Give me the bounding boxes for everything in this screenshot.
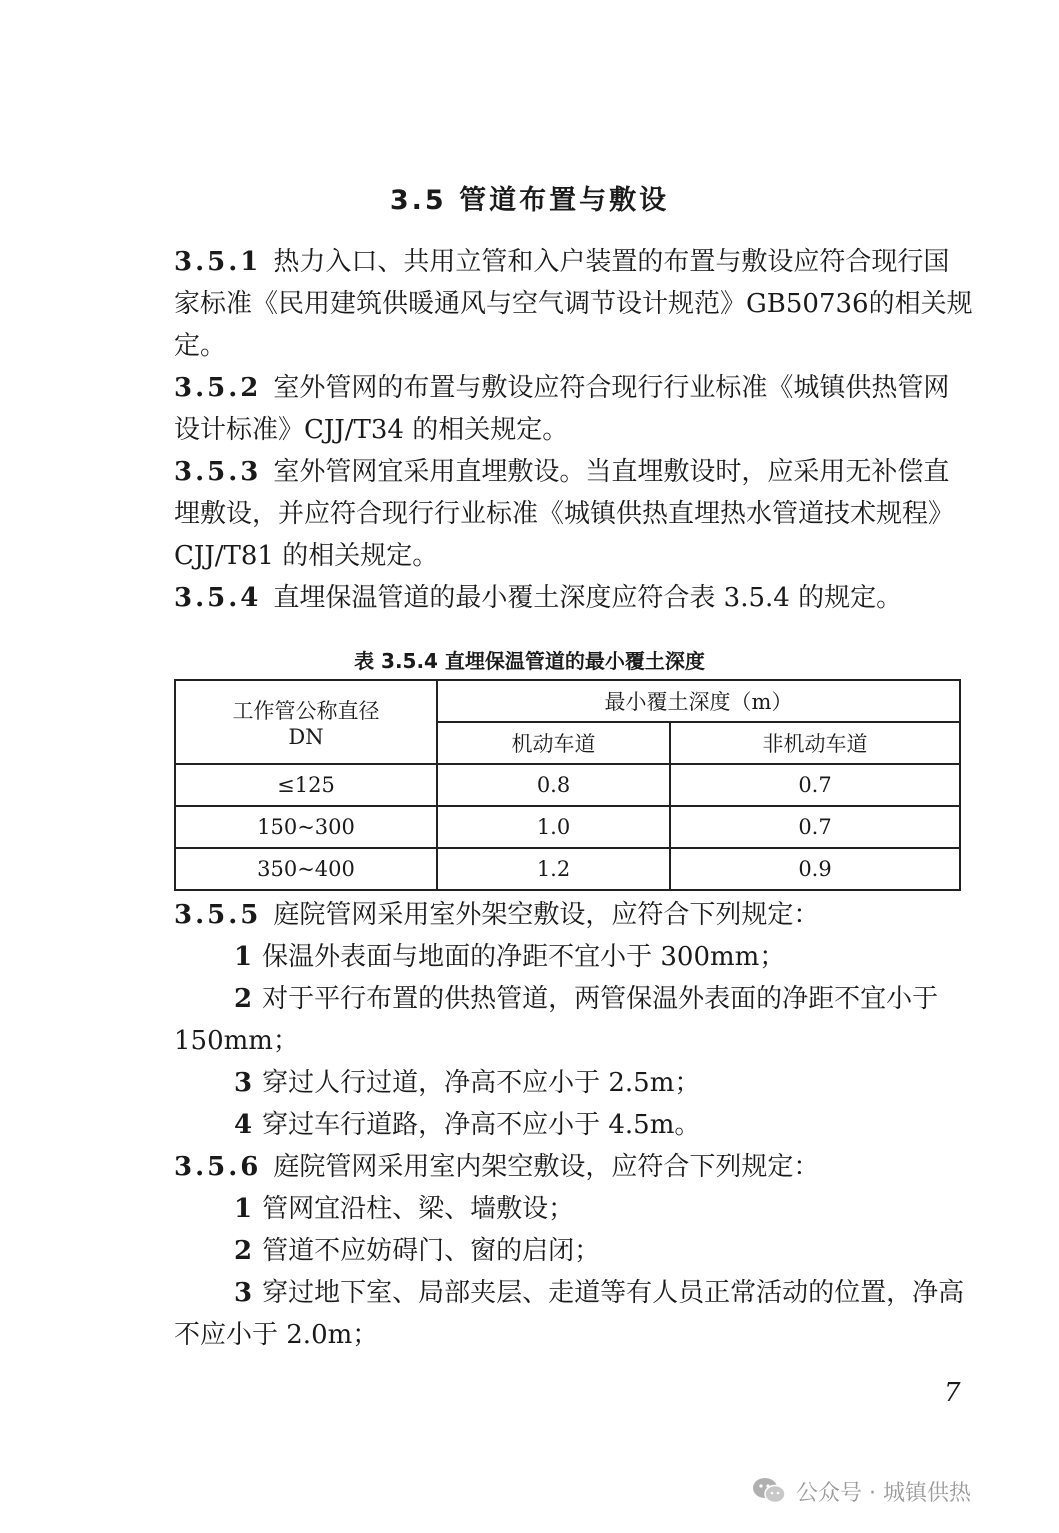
clause-text: 直埋保温管道的最小覆土深度应符合表 3.5.4 的规定。 [273,583,903,613]
cell-motor: 0.8 [437,764,670,806]
table-row [175,764,960,806]
table-row [175,848,960,890]
table-row [175,806,960,848]
cell-nonmotor: 0.7 [670,764,960,806]
item-text: 穿过地下室、局部夹层、走道等有人员正常活动的位置，净高不应小于 2.0m； [174,1278,965,1350]
list-item [174,1062,974,1104]
item-number: 2 [234,1236,253,1266]
cell-motor: 1.2 [437,848,670,890]
cell-motor: 1.0 [437,806,670,848]
item-text: 管网宜沿柱、梁、墙敷设； [262,1194,575,1224]
cell-nonmotor: 0.9 [670,848,960,890]
item-number: 1 [234,942,253,972]
clause-number: 3.5.1 [174,247,262,277]
clause-text: 室外管网宜采用直埋敷设。当直埋敷设时，应采用无补偿直埋敷设，并应符合现行行业标准《城镇供热直埋热水管道技术规程》CJJ/T81 的相关规定。 [174,457,955,571]
clause-3-5-1 [174,241,974,367]
clause-3-5-2 [174,367,974,451]
table-header-row [175,680,960,722]
clause-number: 3.5.4 [174,583,262,613]
section-title: 3.5 管道布置与敷设 [389,185,670,216]
header-dn-unit: DN [288,725,324,749]
header-nonmotor-lane: 非机动车道 [670,722,960,764]
wechat-icon [752,1477,786,1505]
watermark-text: 公众号 · 城镇供热 [796,1480,971,1506]
item-text: 穿过车行道路，净高不应小于 4.5m。 [262,1110,701,1140]
clause-3-5-5 [174,894,974,936]
list-item [174,978,974,1062]
cell-nonmotor: 0.7 [670,806,960,848]
item-text: 管道不应妨碍门、窗的启闭； [262,1236,601,1266]
cover-depth-table [174,679,961,891]
list-item [174,936,974,978]
clause-number: 3.5.2 [174,373,262,403]
clause-text: 庭院管网采用室内架空敷设，应符合下列规定： [273,1152,820,1182]
item-number: 1 [234,1194,253,1224]
clauses-bottom [174,894,974,1356]
item-text: 穿过人行过道，净高不应小于 2.5m； [262,1068,701,1098]
item-text: 对于平行布置的供热管道，两管保温外表面的净距不宜小于 150mm； [174,984,939,1056]
clause-text: 室外管网的布置与敷设应符合现行行业标准《城镇供热管网设计标准》CJJ/T34 的相关规定。 [174,373,950,445]
clauses-top [174,241,974,619]
table-caption: 表 3.5.4 直埋保温管道的最小覆土深度 [354,649,705,673]
cell-dn: ≤125 [175,764,437,806]
clause-text: 庭院管网采用室外架空敷设，应符合下列规定： [273,900,820,930]
item-number: 4 [234,1110,253,1140]
clause-number: 3.5.5 [174,900,262,930]
header-motor-lane: 机动车道 [437,722,670,764]
list-item [174,1272,974,1356]
header-dn-label: 工作管公称直径 [232,699,380,723]
list-item [174,1188,974,1230]
header-dn [175,680,437,764]
clause-number: 3.5.6 [174,1152,262,1182]
cell-dn: 350~400 [175,848,437,890]
item-number: 2 [234,984,253,1014]
clause-number: 3.5.3 [174,457,262,487]
list-item [174,1230,974,1272]
clause-3-5-4 [174,577,974,619]
item-number: 3 [234,1278,253,1308]
header-min-depth: 最小覆土深度（m） [437,680,960,722]
watermark [752,1474,971,1508]
clause-3-5-3 [174,451,974,577]
item-number: 3 [234,1068,253,1098]
clause-3-5-6 [174,1146,974,1188]
clause-text: 热力入口、共用立管和入户装置的布置与敷设应符合现行国家标准《民用建筑供暖通风与空气调节设计规范》GB50736的相关规定。 [174,247,973,361]
list-item [174,1104,974,1146]
item-text: 保温外表面与地面的净距不宜小于 300mm； [262,942,786,972]
page-number: 7 [944,1378,961,1408]
cell-dn: 150~300 [175,806,437,848]
